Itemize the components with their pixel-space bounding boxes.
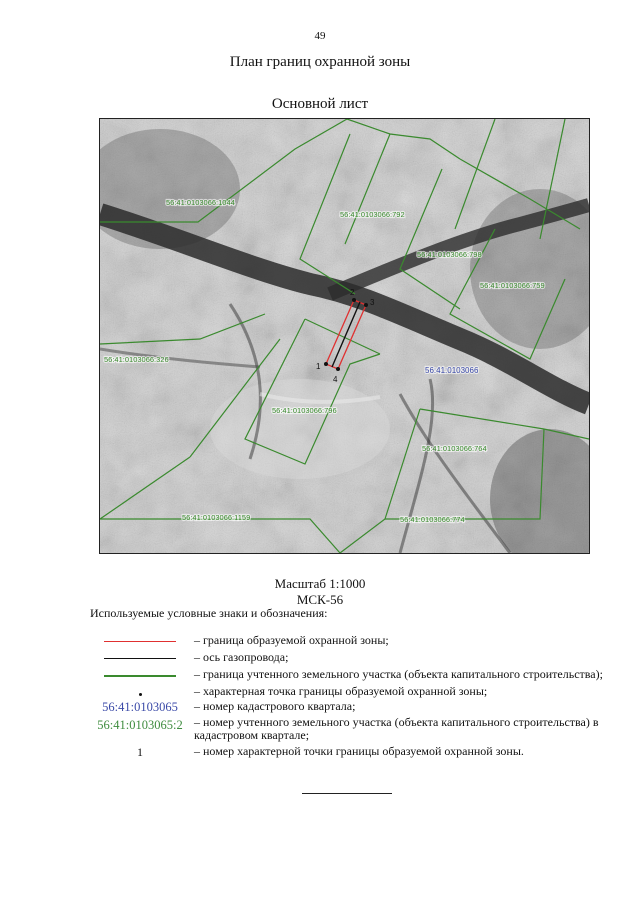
- point-number-4: 4: [333, 375, 338, 384]
- parcel-label: 56:41:0103066:798: [417, 250, 482, 259]
- crs-text: МСК-56: [296, 592, 344, 607]
- parcel-label: 56:41:0103066:1044: [166, 198, 235, 207]
- parcel-label: 56:41:0103066:759: [480, 281, 545, 290]
- black-line-symbol: [104, 658, 176, 659]
- page-title: План границ охранной зоны: [229, 54, 411, 70]
- point-number-1: 1: [316, 362, 321, 371]
- point-symbol-icon: [90, 685, 190, 700]
- legend-heading: Используемые условные знаки и обозначения:: [90, 606, 328, 620]
- footer-divider: [302, 793, 392, 794]
- parcel-label: 56:41:0103066:792: [340, 210, 405, 219]
- sheet-subtitle: Основной лист: [271, 96, 369, 112]
- point-number-2: 2: [350, 288, 355, 297]
- page-number: 49: [314, 30, 326, 42]
- parcel-label: 56:41:0103066:1159: [182, 513, 251, 522]
- parcel-symbol: 56:41:0103065:2: [97, 718, 183, 732]
- green-line-symbol: [104, 675, 176, 677]
- quarter-label: 56:41:0103066: [425, 366, 479, 375]
- parcel-label: 56:41:0103066:774: [400, 515, 465, 524]
- parcel-label: 56:41:0103066:764: [422, 444, 487, 453]
- scale-text: Масштаб 1:1000: [274, 576, 366, 591]
- quarter-symbol: 56:41:0103065: [102, 700, 178, 714]
- red-line-symbol: [104, 641, 176, 642]
- cadastral-map: [99, 118, 590, 554]
- point-number-symbol: 1: [137, 745, 143, 759]
- parcel-label: 56:41:0103066:326: [104, 355, 169, 364]
- point-number-3: 3: [370, 298, 375, 307]
- map-scale: [0, 576, 640, 608]
- parcel-label: 56:41:0103066:796: [272, 406, 337, 415]
